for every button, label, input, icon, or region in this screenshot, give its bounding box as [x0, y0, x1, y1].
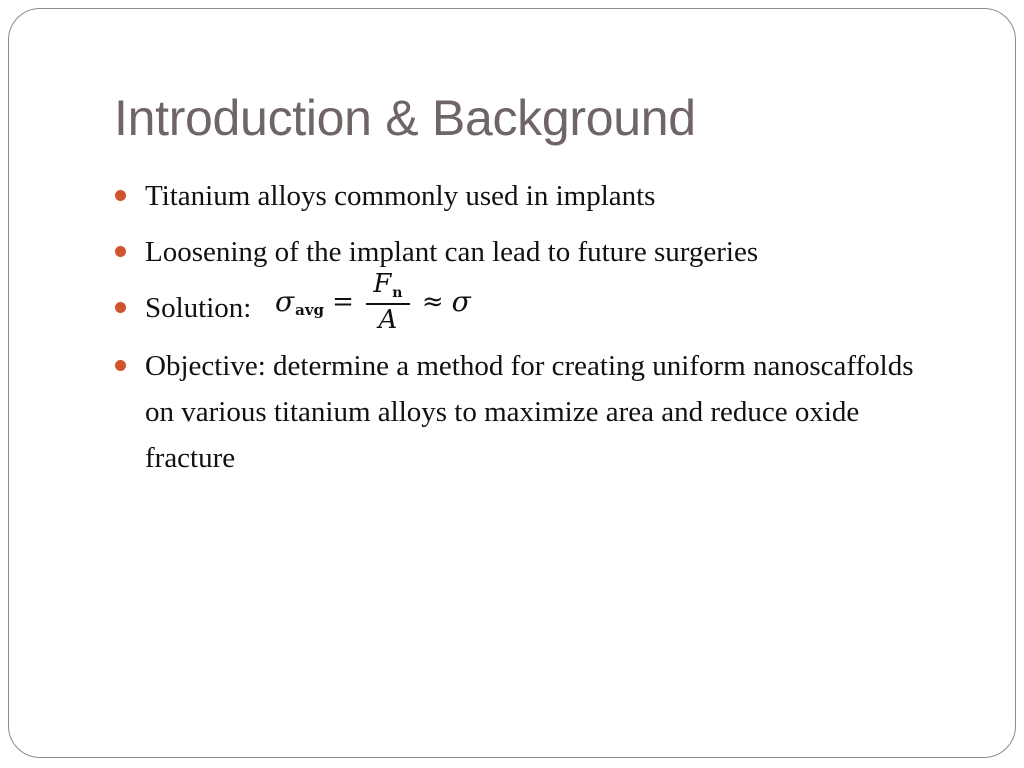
bullet-marker-icon: [115, 360, 126, 371]
formula-numerator: [370, 269, 405, 303]
formula-rhs-symbol: σ: [451, 285, 471, 318]
bullet-marker-icon: [115, 190, 126, 201]
bullet-text: Loosening of the implant can lead to future surgeries: [145, 236, 759, 268]
formula-lhs-symbol: σ: [275, 285, 295, 318]
bullet-item: [115, 173, 915, 219]
bullet-text: Titanium alloys commonly used in implants: [145, 180, 656, 212]
formula-numerator-symbol: F: [373, 269, 392, 299]
bullet-marker-icon: [115, 302, 126, 313]
formula-fraction: [366, 269, 410, 335]
slide-frame: [8, 8, 1016, 758]
formula-denominator: A: [378, 305, 398, 335]
formula-numerator-subscript: n: [392, 285, 403, 301]
stress-formula: [275, 267, 471, 337]
formula-lhs-subscript: avg: [295, 301, 325, 319]
bullet-item-solution: [115, 269, 915, 335]
bullet-list: [115, 173, 915, 481]
bullet-item: [115, 229, 915, 275]
bullet-text: Objective: determine a method for creating uniform nanoscaffolds on various titanium alloys to maximize area and reduce oxide fracture: [145, 350, 914, 474]
formula-approx: ≈: [421, 287, 444, 317]
bullet-marker-icon: [115, 246, 126, 257]
formula-equals: =: [332, 287, 354, 317]
bullet-item: [115, 343, 915, 481]
bullet-text: Solution:: [145, 292, 252, 324]
slide-title: Introduction & Background: [114, 90, 696, 146]
